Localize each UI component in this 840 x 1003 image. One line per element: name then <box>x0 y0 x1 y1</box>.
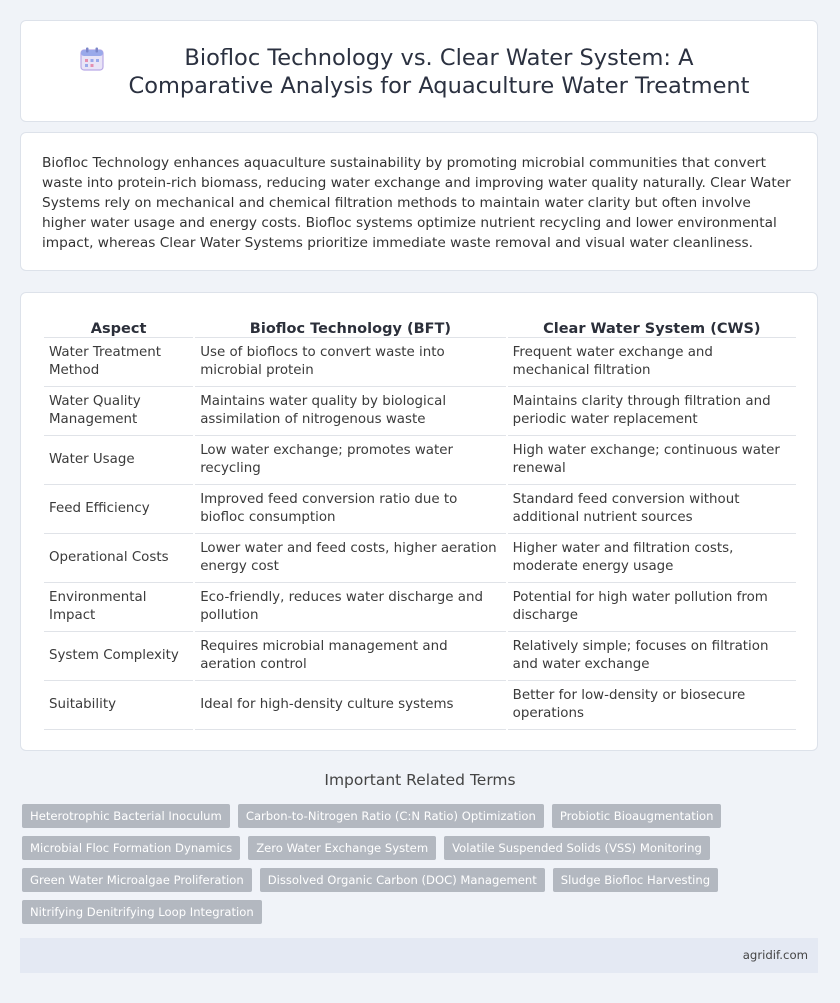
cws-cell: High water exchange; continuous water renewal <box>508 436 796 485</box>
footer-site-link[interactable]: agridif.com <box>742 948 808 962</box>
related-term-tag[interactable]: Heterotrophic Bacterial Inoculum <box>22 804 230 828</box>
bft-cell: Eco-friendly, reduces water discharge and pollution <box>195 583 505 632</box>
table-header-row <box>44 313 796 338</box>
table-row <box>44 338 796 387</box>
cws-cell: Better for low-density or biosecure operations <box>508 681 796 730</box>
aspect-cell: Suitability <box>44 681 193 730</box>
related-term-tag[interactable]: Green Water Microalgae Proliferation <box>22 868 252 892</box>
cws-cell: Higher water and filtration costs, moderate energy usage <box>508 534 796 583</box>
cws-cell: Maintains clarity through filtration and periodic water replacement <box>508 387 796 436</box>
cws-cell: Potential for high water pollution from discharge <box>508 583 796 632</box>
aspect-cell: Feed Efficiency <box>44 485 193 534</box>
table-row <box>44 387 796 436</box>
header-cws: Clear Water System (CWS) <box>508 313 796 338</box>
related-term-tag[interactable]: Volatile Suspended Solids (VSS) Monitoring <box>444 836 710 860</box>
cws-cell: Frequent water exchange and mechanical filtration <box>508 338 796 387</box>
footer <box>20 938 818 973</box>
comparison-table <box>42 313 798 730</box>
related-term-tag[interactable]: Sludge Biofloc Harvesting <box>553 868 718 892</box>
title-wrap <box>21 21 817 100</box>
table-row <box>44 534 796 583</box>
summary-text: Biofloc Technology enhances aquaculture sustainability by promoting microbial communities that convert waste into protein-rich biomass, reducing water exchange and improving water quality naturally. Clear Water Systems rely on mechanical and chemical filtration methods to maintain water clarity but often involve higher water usage and energy costs. Biofloc systems optimize nutrient recycling and lower environmental impact, whereas Clear Water Systems prioritize immediate waste removal and visual water cleanliness. <box>42 155 791 251</box>
header-bft: Biofloc Technology (BFT) <box>195 313 505 338</box>
summary-card <box>20 132 818 271</box>
related-term-tag[interactable]: Nitrifying Denitrifying Loop Integration <box>22 900 262 924</box>
related-term-tag[interactable]: Dissolved Organic Carbon (DOC) Management <box>260 868 545 892</box>
aspect-cell: Environmental Impact <box>44 583 193 632</box>
bft-cell: Low water exchange; promotes water recycling <box>195 436 505 485</box>
related-term-tag[interactable]: Probiotic Bioaugmentation <box>552 804 722 828</box>
calendar-icon <box>79 46 105 72</box>
table-row <box>44 681 796 730</box>
related-terms-list <box>22 804 812 924</box>
aspect-cell: Water Usage <box>44 436 193 485</box>
bft-cell: Ideal for high-density culture systems <box>195 681 505 730</box>
aspect-cell: Operational Costs <box>44 534 193 583</box>
bft-cell: Requires microbial management and aeration control <box>195 632 505 681</box>
aspect-cell: Water Quality Management <box>44 387 193 436</box>
title-card <box>20 20 818 122</box>
table-row <box>44 632 796 681</box>
page-title: Biofloc Technology vs. Clear Water System: A Comparative Analysis for Aquaculture Water Treatment <box>128 45 750 99</box>
related-term-tag[interactable]: Microbial Floc Formation Dynamics <box>22 836 240 860</box>
aspect-cell: System Complexity <box>44 632 193 681</box>
bft-cell: Maintains water quality by biological assimilation of nitrogenous waste <box>195 387 505 436</box>
bft-cell: Use of bioflocs to convert waste into microbial protein <box>195 338 505 387</box>
bft-cell: Improved feed conversion ratio due to biofloc consumption <box>195 485 505 534</box>
aspect-cell: Water Treatment Method <box>44 338 193 387</box>
table-row <box>44 485 796 534</box>
header-aspect: Aspect <box>44 313 193 338</box>
cws-cell: Standard feed conversion without additional nutrient sources <box>508 485 796 534</box>
table-row <box>44 583 796 632</box>
related-term-tag[interactable]: Zero Water Exchange System <box>248 836 436 860</box>
comparison-card <box>20 292 818 751</box>
table-row <box>44 436 796 485</box>
related-terms-title: Important Related Terms <box>324 771 516 789</box>
bft-cell: Lower water and feed costs, higher aeration energy cost <box>195 534 505 583</box>
related-term-tag[interactable]: Carbon-to-Nitrogen Ratio (C:N Ratio) Optimization <box>238 804 544 828</box>
cws-cell: Relatively simple; focuses on filtration and water exchange <box>508 632 796 681</box>
